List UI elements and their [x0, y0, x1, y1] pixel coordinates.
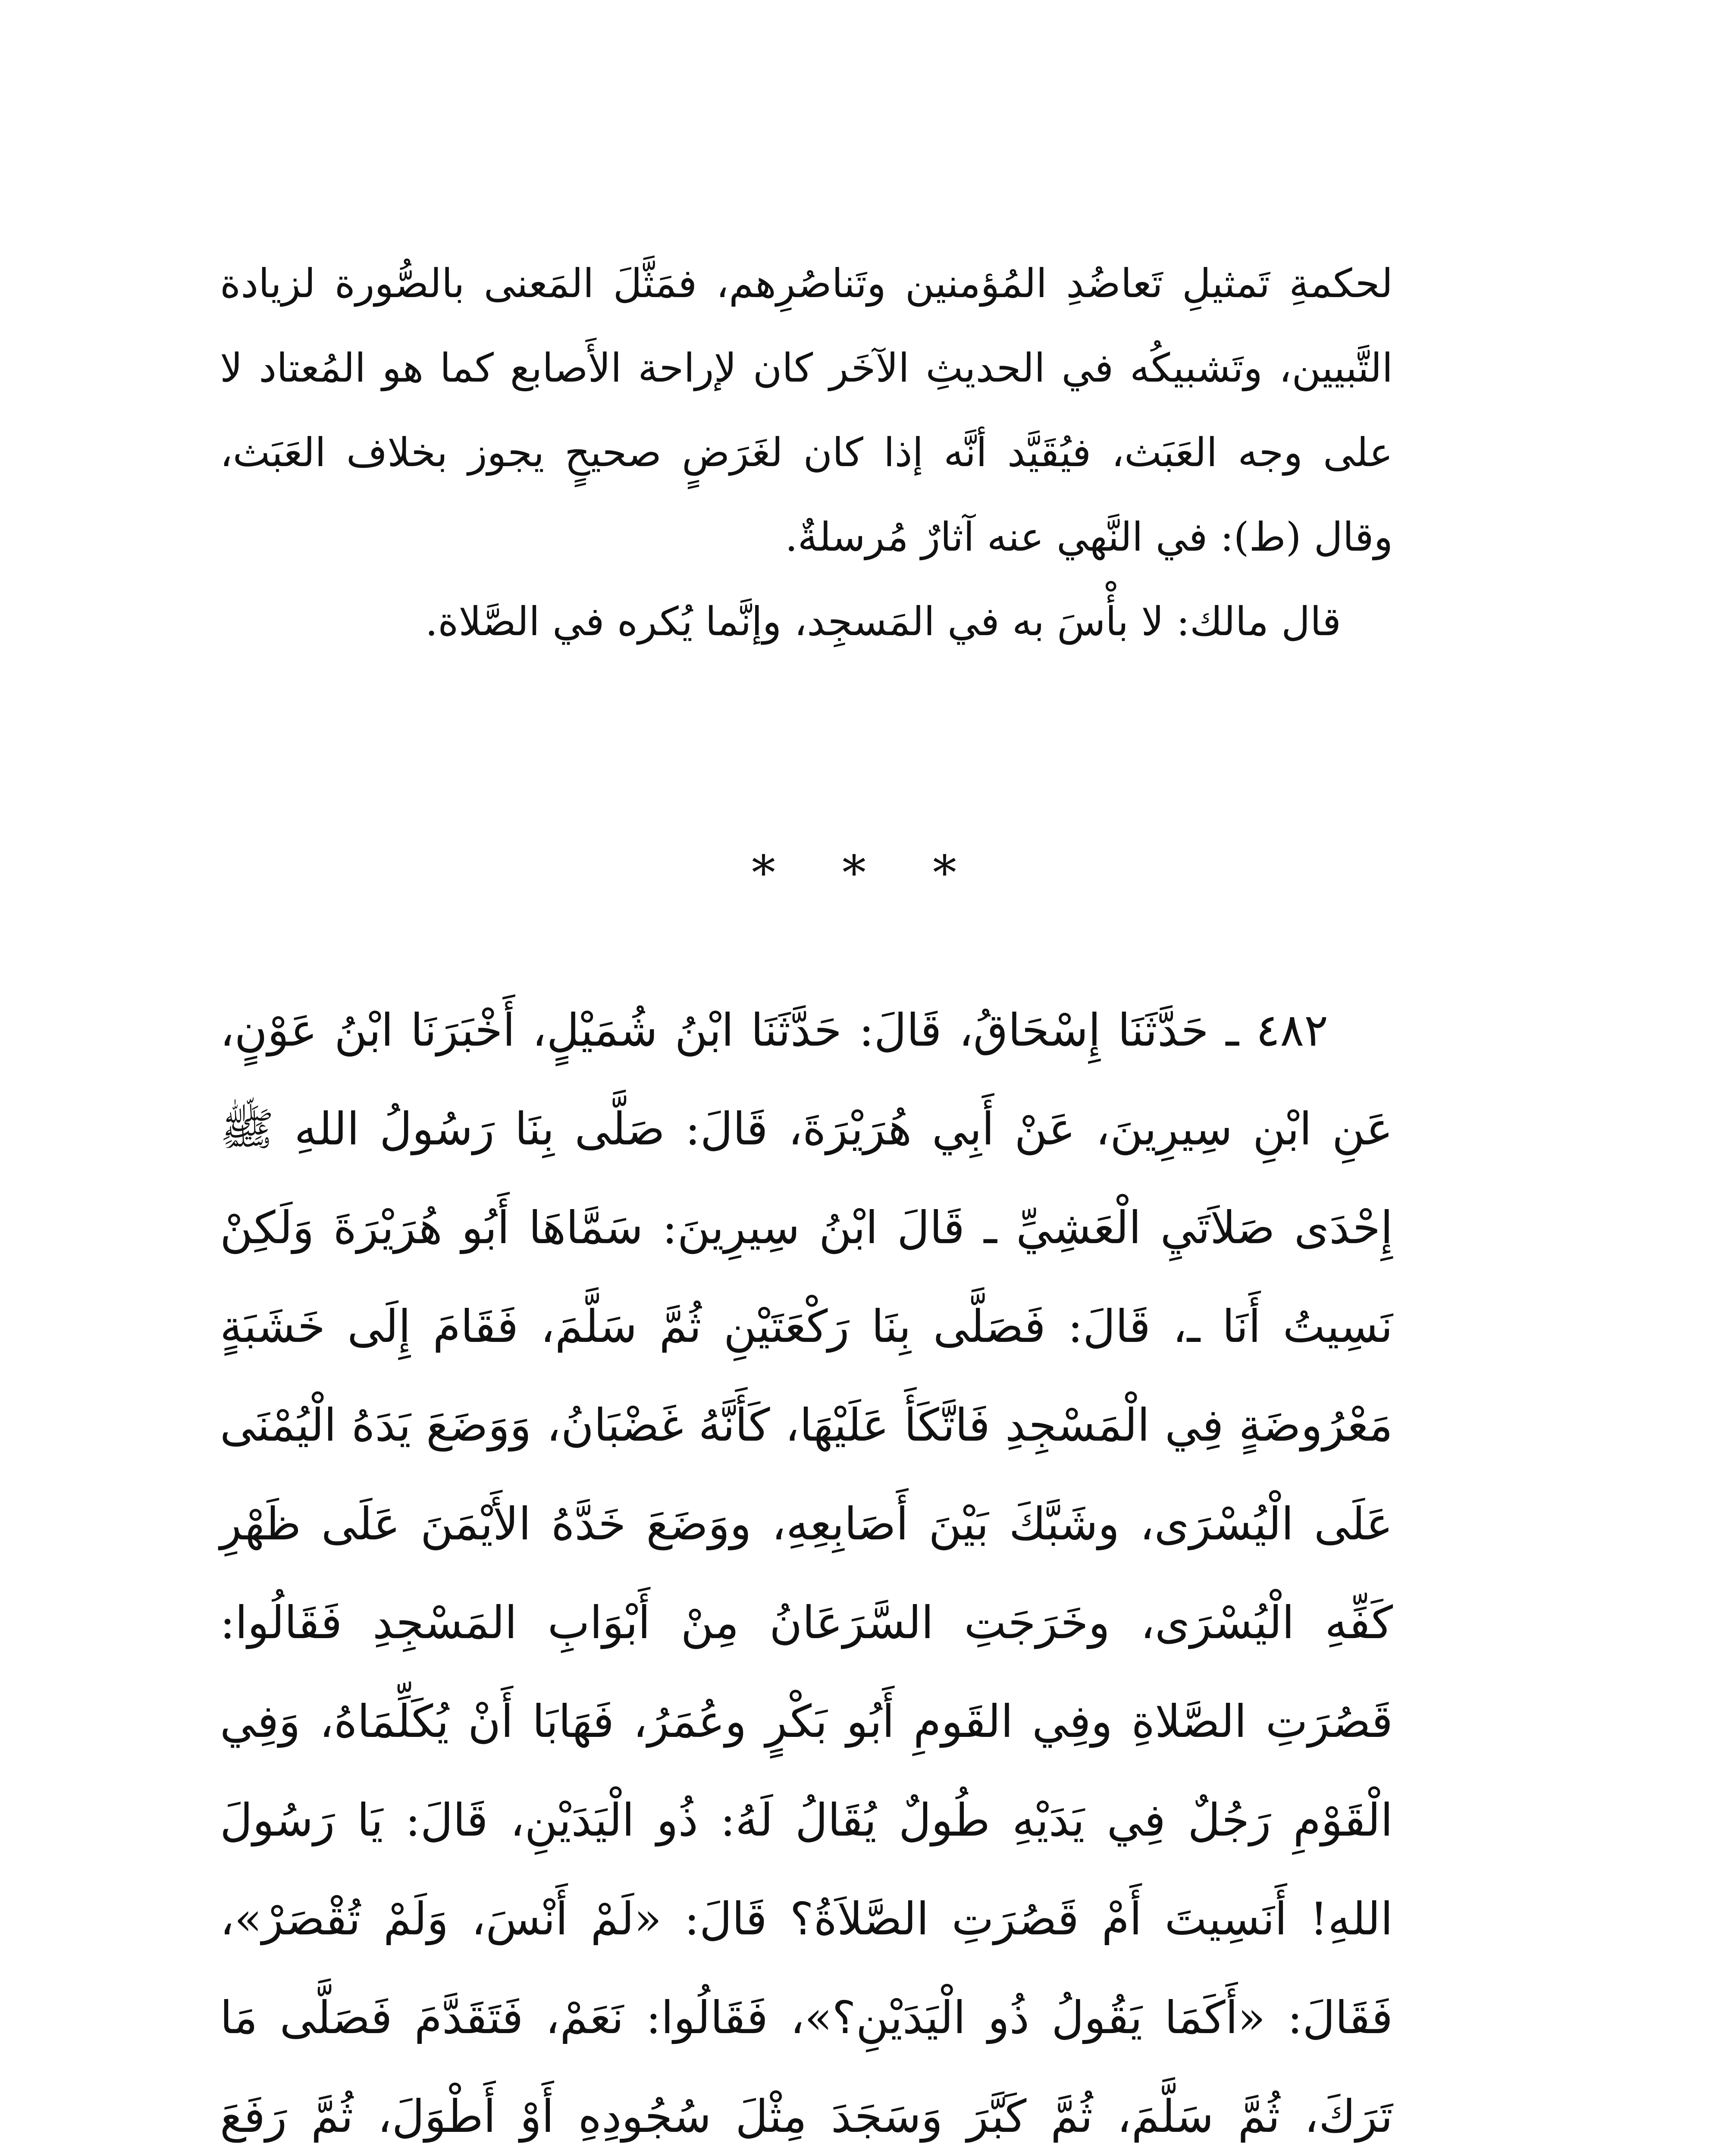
hadith-section	[220, 981, 1393, 2156]
section-divider: * * *	[752, 845, 982, 900]
hadith-text: ٤٨٢ ـ حَدَّثَنَا إِسْحَاقُ، قَالَ: حَدَّثَنَا ابْنُ شُمَيْلٍ، أَخْبَرَنَا ابْنُ عَوْنٍ، عَنِ ابْنِ سِيرِينَ، عَنْ أَبِي هُرَيْرَةَ، قَالَ: صَلَّى بِنَا رَسُولُ اللهِ ﷺ إِحْدَى صَلاَتَيِ الْعَشِيِّ ـ قَالَ ابْنُ سِيرِينَ: سَمَّاهَا أَبُو هُرَيْرَةَ وَلَكِنْ نَسِيتُ أَنَا ـ، قَالَ: فَصَلَّى بِنَا رَكْعَتَيْنِ ثُمَّ سَلَّمَ، فَقَامَ إِلَى خَشَبَةٍ مَعْرُوضَةٍ فِي الْمَسْجِدِ فَاتَّكَأَ عَلَيْهَا، كَأَنَّهُ غَضْبَانُ، وَوَضَعَ يَدَهُ الْيُمْنَى عَلَى الْيُسْرَى، وشَبَّكَ بَيْنَ أَصَابِعِهِ، ووَضَعَ خَدَّهُ الأَيْمَنَ عَلَى ظَهْرِ كَفِّهِ الْيُسْرَى، وخَرَجَتِ السَّرَعَانُ مِنْ أَبْوَابِ المَسْجِدِ فَقَالُوا: قَصُرَتِ الصَّلاةِ وفِي القَومِ أَبُو بَكْرٍ وعُمَرُ، فَهَابَا أَنْ يُكَلِّمَاهُ، وَفِي الْقَوْمِ رَجُلٌ فِي يَدَيْهِ طُولٌ يُقَالُ لَهُ: ذُو الْيَدَيْنِ، قَالَ: يَا رَسُولَ اللهِ! أَنَسِيتَ أَمْ قَصُرَتِ الصَّلاَةُ؟ قَالَ: «لَمْ أَنْسَ، وَلَمْ تُقْصَرْ»، فَقَالَ: «أَكَمَا يَقُولُ ذُو الْيَدَيْنِ؟»، فَقَالُوا: نَعَمْ، فَتَقَدَّمَ فَصَلَّى مَا تَرَكَ، ثُمَّ سَلَّمَ، ثُمَّ كَبَّرَ وَسَجَدَ مِثْلَ سُجُودِهِ أَوْ أَطْوَلَ، ثُمَّ رَفَعَ	[220, 1004, 1393, 2143]
commentary-paragraph: لحكمةِ تَمثيلِ تَعاضُدِ المُؤمنين وتَناصُرِهم، فمَثَّلَ المَعنى بالصُّورة لزيادة التَّبيين، وتَشبيكُه في الحديثِ الآخَر كان لإراحة الأَصابع كما هو المُعتاد لا على وجه العَبَث، فيُقَيَّد أنَّه إذا كان لغَرَضٍ صحيحٍ يجوز بخلاف العَبَث، وقال (ط): في النَّهي عنه آثارٌ مُرسلةٌ.	[220, 260, 1393, 560]
commentary-section	[220, 241, 1393, 664]
malik-quote-paragraph: قال مالك: لا بأْسَ به في المَسجِد، وإنَّما يُكره في الصَّلاة.	[425, 599, 1341, 645]
